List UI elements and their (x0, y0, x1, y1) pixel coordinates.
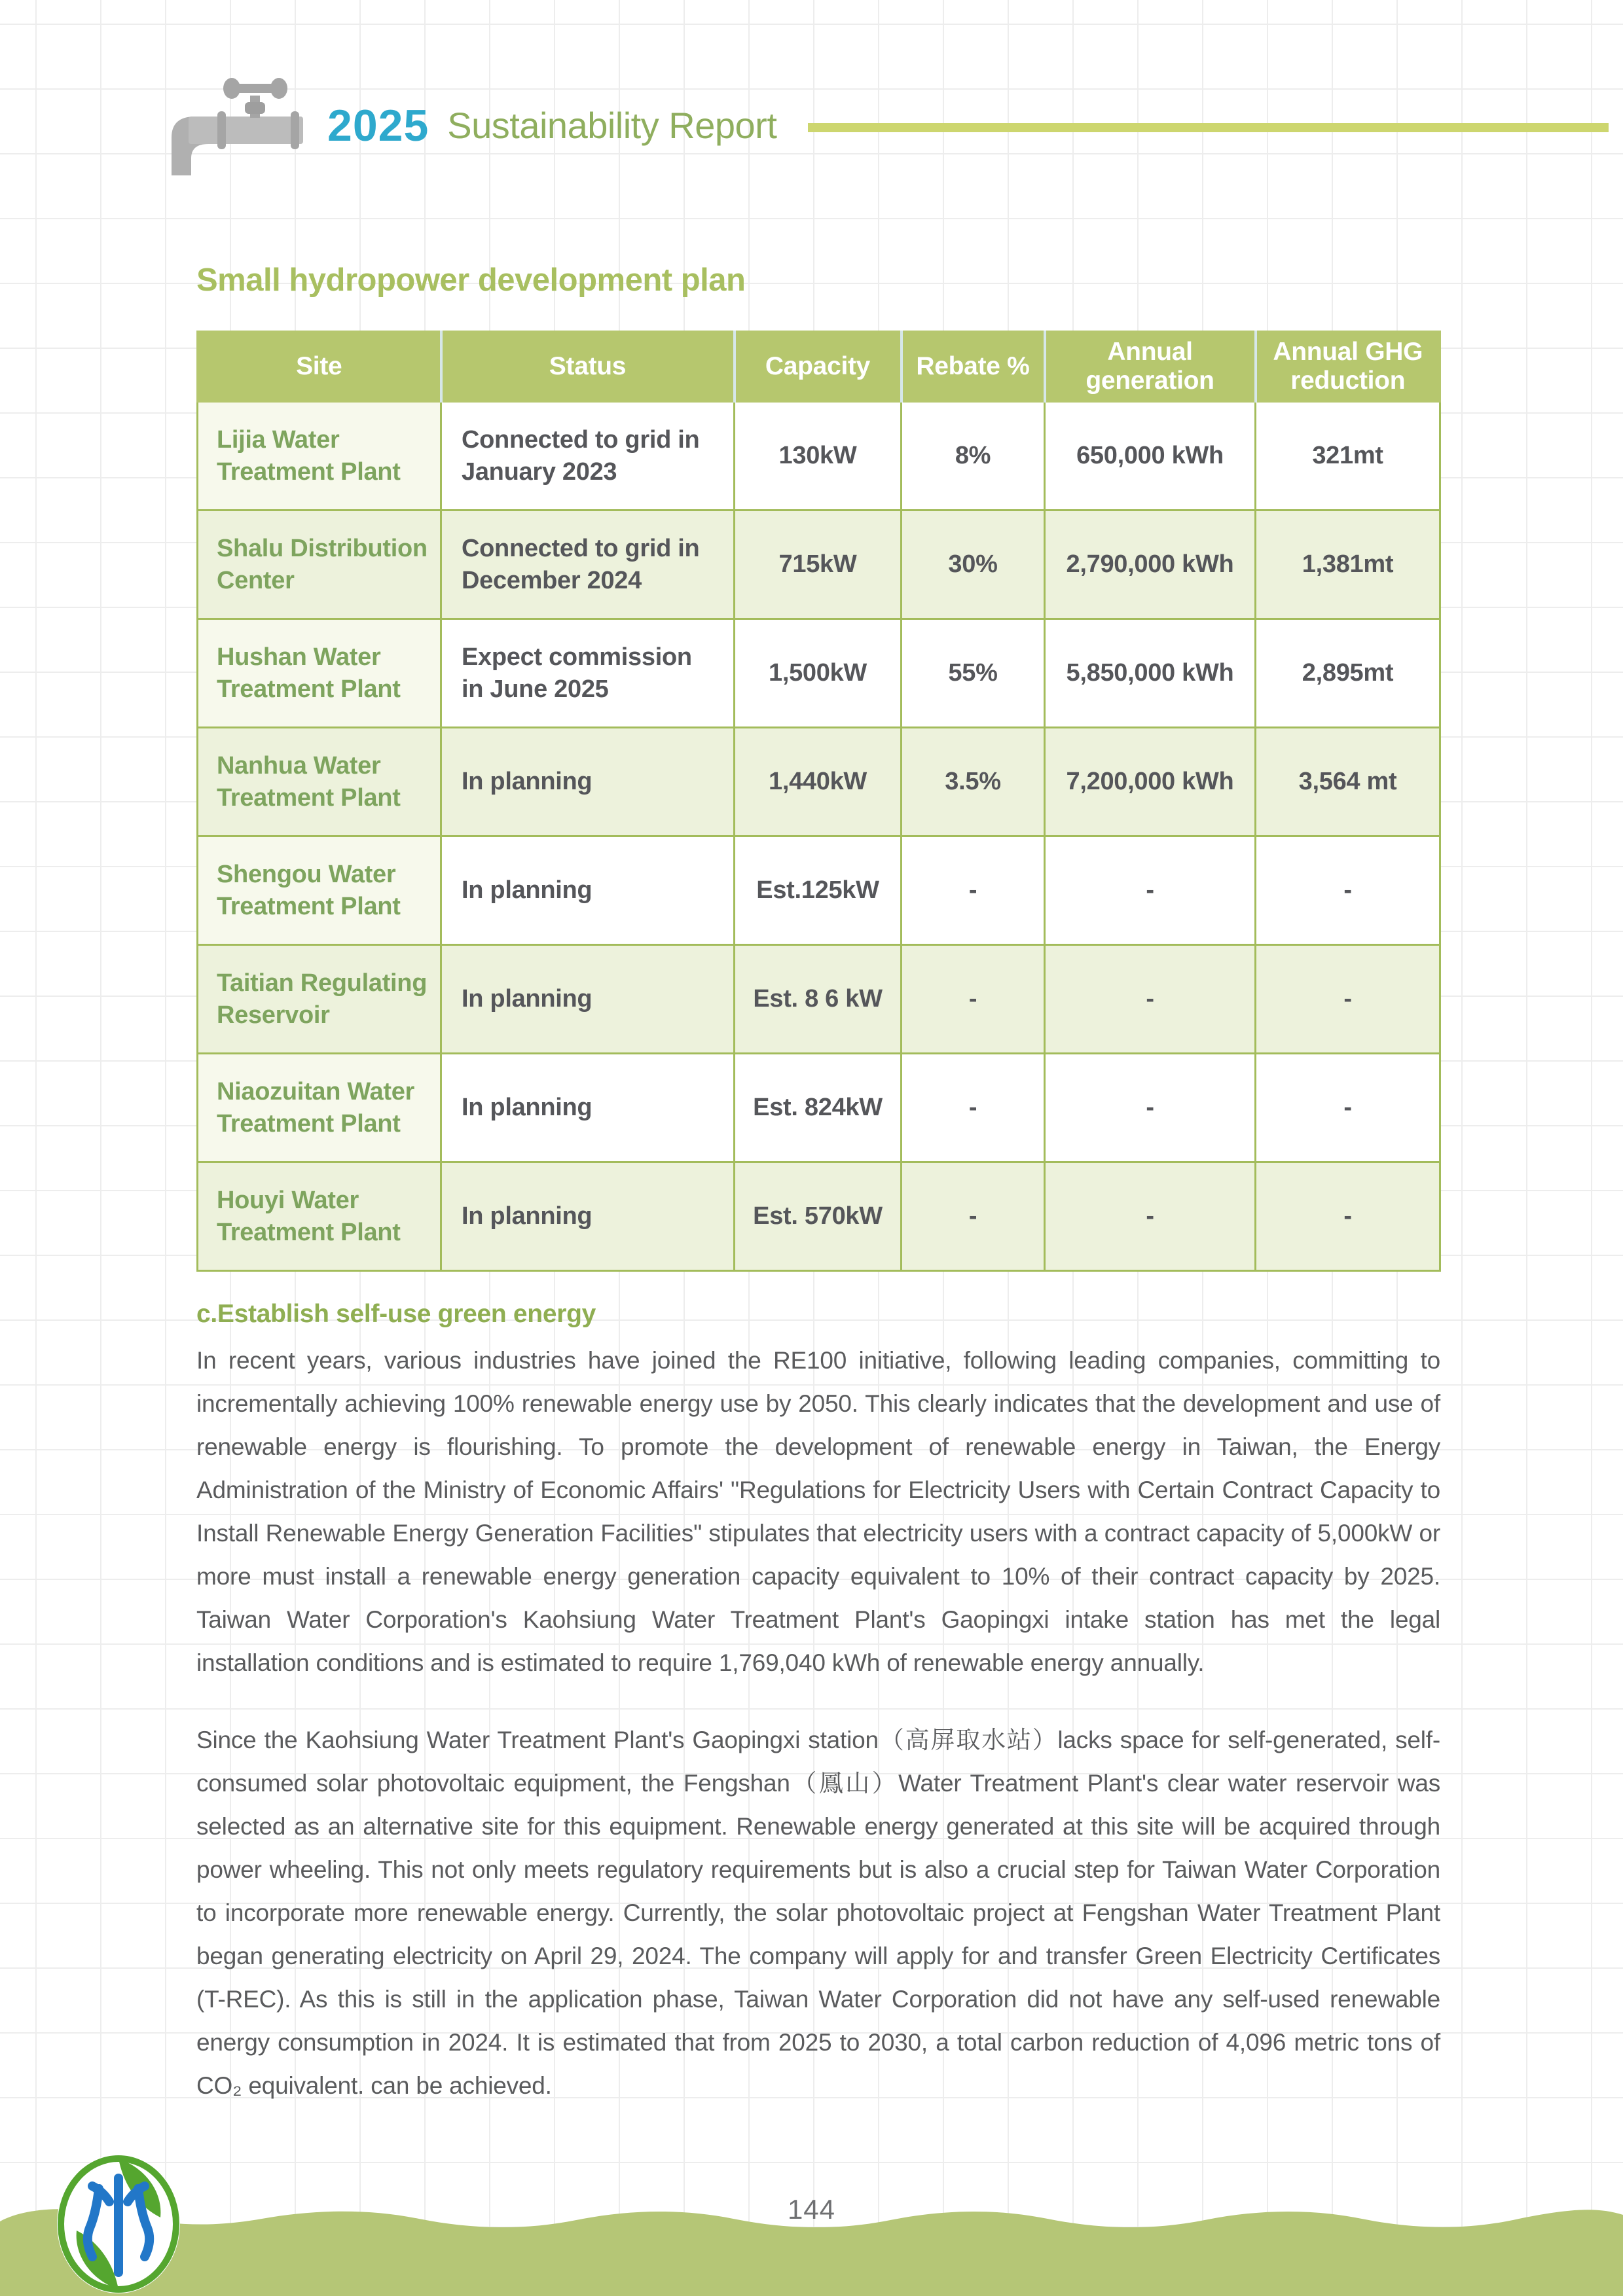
table-row (198, 1054, 1440, 1162)
cell-generation: - (1045, 1162, 1256, 1271)
cell-ghg: 2,895mt (1256, 619, 1440, 728)
cell-rebate: 3.5% (902, 728, 1045, 836)
cell-ghg: - (1256, 836, 1440, 945)
cell-ghg: - (1256, 1054, 1440, 1162)
cell-generation: 2,790,000 kWh (1045, 511, 1256, 619)
cell-site: Niaozuitan Water Treatment Plant (198, 1054, 441, 1162)
page-header (162, 73, 1609, 178)
header-divider-line (808, 123, 1609, 132)
cell-rebate: 8% (902, 402, 1045, 511)
cell-status: In planning (441, 728, 735, 836)
cell-rebate: 30% (902, 511, 1045, 619)
table-row (198, 945, 1440, 1054)
report-year: 2025 (327, 101, 429, 151)
cell-ghg: 321mt (1256, 402, 1440, 511)
cell-generation: - (1045, 1054, 1256, 1162)
table-row (198, 836, 1440, 945)
cell-capacity: 1,440kW (735, 728, 902, 836)
body-paragraph: Since the Kaohsiung Water Treatment Plant's Gaopingxi station（高屏取水站）lacks space for self-generated, self-consumed solar photovoltaic equipment, the Fengshan（鳳山）Water Treatment Plant's clear water reservoir was selected as an alternative site for this equipment. Renewable energy generated at this site will be acquired through power wheeling. This not only meets regulatory requirements but is also a crucial step for Taiwan Water Corporation to incorporate more renewable energy. Currently, the solar photovoltaic project at Fengshan Water Treatment Plant began generating electricity on April 29, 2024. The company will apply for and transfer Green Electricity Certificates (T-REC). As this is still in the application phase, Taiwan Water Corporation did not have any self-used renewable energy consumption in 2024. It is estimated that from 2025 to 2030, a total carbon reduction of 4,096 metric tons of CO₂ equivalent. can be achieved. (196, 1727, 1440, 2099)
cell-ghg: 3,564 mt (1256, 728, 1440, 836)
cell-rebate: 55% (902, 619, 1045, 728)
cell-status: In planning (441, 1054, 735, 1162)
cell-generation: 5,850,000 kWh (1045, 619, 1256, 728)
column-header-site: Site (198, 332, 441, 402)
cell-capacity: Est. 824kW (735, 1054, 902, 1162)
table-row (198, 728, 1440, 836)
column-header-capacity: Capacity (735, 332, 902, 402)
subsection-heading: c.Establish self-use green energy (196, 1300, 596, 1328)
cell-capacity: 715kW (735, 511, 902, 619)
cell-site: Lijia Water Treatment Plant (198, 402, 441, 511)
cell-status: In planning (441, 945, 735, 1054)
cell-site: Taitian Regulating Reservoir (198, 945, 441, 1054)
cell-status: Expect commission in June 2025 (441, 619, 735, 728)
table-row (198, 1162, 1440, 1271)
table-header-row (198, 332, 1440, 402)
cell-rebate: - (902, 945, 1045, 1054)
report-title: Sustainability Report (447, 105, 777, 146)
cell-generation: 650,000 kWh (1045, 402, 1256, 511)
column-header-annual-ghg-reduction: Annual GHG reduction (1256, 332, 1440, 402)
cell-generation: - (1045, 836, 1256, 945)
cell-capacity: Est.125kW (735, 836, 902, 945)
cell-capacity: 1,500kW (735, 619, 902, 728)
page-number: 144 (787, 2194, 836, 2225)
faucet-icon (162, 76, 318, 175)
cell-ghg: 1,381mt (1256, 511, 1440, 619)
column-header-annual-generation: Annual generation (1045, 332, 1256, 402)
page-title: Small hydropower development plan (196, 262, 746, 298)
cell-site: Shalu Distribution Center (198, 511, 441, 619)
cell-site: Houyi Water Treatment Plant (198, 1162, 441, 1271)
cell-generation: - (1045, 945, 1256, 1054)
body-copy (196, 1339, 1440, 2142)
table-row (198, 402, 1440, 511)
cell-capacity: 130kW (735, 402, 902, 511)
cell-ghg: - (1256, 1162, 1440, 1271)
cell-rebate: - (902, 836, 1045, 945)
cell-status: In planning (441, 836, 735, 945)
cell-ghg: - (1256, 945, 1440, 1054)
table-row (198, 619, 1440, 728)
cell-rebate: - (902, 1054, 1045, 1162)
cell-site: Nanhua Water Treatment Plant (198, 728, 441, 836)
hydropower-table (196, 331, 1441, 1272)
table-row (198, 511, 1440, 619)
cell-status: In planning (441, 1162, 735, 1271)
column-header-status: Status (441, 332, 735, 402)
cell-capacity: Est. 570kW (735, 1162, 902, 1271)
cell-status: Connected to grid in January 2023 (441, 402, 735, 511)
cell-status: Connected to grid in December 2024 (441, 511, 735, 619)
cell-capacity: Est. 8 6 kW (735, 945, 902, 1054)
cell-site: Hushan Water Treatment Plant (198, 619, 441, 728)
taiwan-water-logo (50, 2152, 187, 2296)
cell-rebate: - (902, 1162, 1045, 1271)
cell-site: Shengou Water Treatment Plant (198, 836, 441, 945)
body-paragraph: In recent years, various industries have joined the RE100 initiative, following leading companies, committing to incrementally achieving 100% renewable energy use by 2050. This clearly indicates that the development and use of renewable energy is flourishing. To promote the development of renewable energy in Taiwan, the Energy Administration of the Ministry of Economic Affairs' "Regulations for Electricity Users with Certain Contract Capacity to Install Renewable Energy Generation Facilities" stipulates that electricity users with a contract capacity of 5,000kW or more must install a renewable energy generation capacity equivalent to 10% of their contract capacity by 2025. Taiwan Water Corporation's Kaohsiung Water Treatment Plant's Gaopingxi intake station has met the legal installation conditions and is estimated to require 1,769,040 kWh of renewable energy annually. (196, 1347, 1440, 1676)
column-header-rebate: Rebate % (902, 332, 1045, 402)
hydropower-table-body (198, 402, 1440, 1271)
cell-generation: 7,200,000 kWh (1045, 728, 1256, 836)
